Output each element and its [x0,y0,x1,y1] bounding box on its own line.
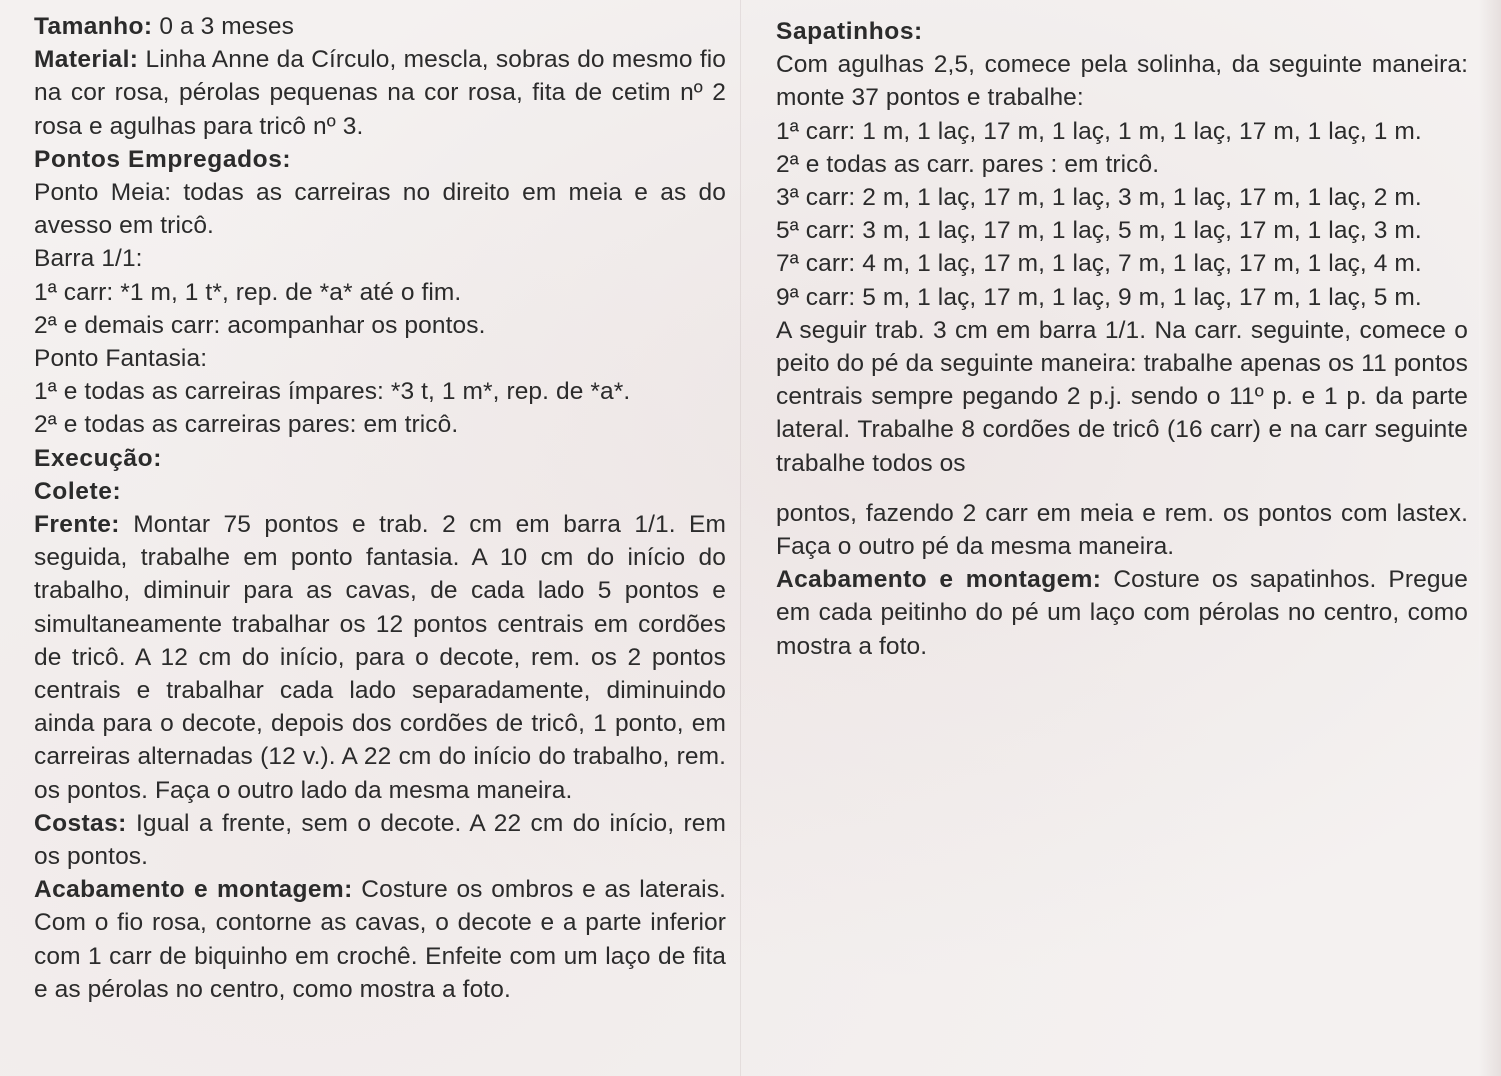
stitches-heading: Pontos Empregados: [34,145,292,173]
finishing-paragraph [34,873,726,1006]
size-label: Tamanho: [34,13,153,40]
barra-row-2: 2ª e demais carr: acompanhar os pontos. [34,311,486,339]
left-column [34,10,726,1006]
finishing-text: Costure os ombros e as laterais. Com o fio rosa, contorne as cavas, o decote e a parte inferior com 1 carr de biquinho em crochê. Enfeite com um laço de fita e as pérolas no centro, como mostra a foto. [34,876,726,1003]
page-edge-shadow [1479,0,1501,1076]
booties-row-5: 7ª carr: 4 m, 1 laç, 17 m, 1 laç, 7 m, 1 laç, 17 m, 1 laç, 4 m. [776,250,1422,278]
booties-row-3: 3ª carr: 2 m, 1 laç, 17 m, 1 laç, 3 m, 1 laç, 17 m, 1 laç, 2 m. [776,184,1422,212]
front-label: Frente: [34,511,120,539]
booties-instep-paragraph: A seguir trab. 3 cm em barra 1/1. Na carr. seguinte, comece o peito do pé da seguinte maneira: trabalhe apenas os 11 pontos centrais sempre pegando 2 p.j. sendo o 11º p. e 1 p. da parte lateral. Trabalhe 8 cordões de tricô (16 carr) e na carr seguinte trabalhe todos os [776,316,1468,477]
booties-continue-paragraph: pontos, fazendo 2 carr em meia e rem. os pontos com lastex. Faça o outro pé da mesma maneira. [776,499,1468,561]
material-text: Linha Anne da Círculo, mescla, sobras do mesmo fio na cor rosa, pérolas pequenas na cor rosa, fita de cetim nº 2 rosa e agulhas para tricô nº 3. [34,46,726,140]
booties-row-4: 5ª carr: 3 m, 1 laç, 17 m, 1 laç, 5 m, 1 laç, 17 m, 1 laç, 3 m. [776,217,1422,245]
scan-gap [776,480,1468,497]
fantasia-row-1: 1ª e todas as carreiras ímpares: *3 t, 1 m*, rep. de *a*. [34,378,631,406]
front-text: Montar 75 pontos e trab. 2 cm em barra 1/1. Em seguida, trabalhe em ponto fantasia. A 10 cm do início do trabalho, diminuir para as cavas, de cada lado 5 pontos e simultaneamente trabalhar os 12 pontos centrais em cordões de tricô. A 12 cm do início, para o decote, rem. os 2 pontos centrais e trabalhar cada lado separadamente, diminuindo ainda para o decote, depois dos cordões de tricô, 1 ponto, em carreiras alternadas (12 v.). A 22 cm do início do trabalho, rem. os pontos. Faça o outro lado da mesma maneira. [34,511,726,804]
material-label: Material: [34,46,139,74]
execution-heading: Execução: [34,444,162,472]
front-paragraph [34,508,726,807]
material-paragraph [34,43,726,143]
ponto-meia-paragraph: Ponto Meia: todas as carreiras no direito em meia e as do avesso em tricô. [34,179,726,240]
back-label: Costas: [34,809,127,837]
finishing-label: Acabamento e montagem: [34,876,353,904]
size-line [34,10,726,43]
booties-row-1: 1ª carr: 1 m, 1 laç, 17 m, 1 laç, 1 m, 1 laç, 17 m, 1 laç, 1 m. [776,117,1422,145]
booties-row-6: 9ª carr: 5 m, 1 laç, 17 m, 1 laç, 9 m, 1 laç, 17 m, 1 laç, 5 m. [776,283,1422,311]
size-value: 0 a 3 meses [152,13,294,40]
booties-row-2: 2ª e todas as carr. pares : em tricô. [776,150,1160,178]
booties-finishing-paragraph [776,563,1468,663]
booties-finishing-label: Acabamento e montagem: [776,566,1102,594]
booties-heading: Sapatinhos: [776,18,923,45]
booties-finishing-text: Costure os sapatinhos. Pregue em cada peitinho do pé um laço com pérolas no centro, como mostra a foto. [776,566,1468,660]
right-column [776,15,1468,663]
fantasia-title: Ponto Fantasia: [34,345,208,373]
vest-heading: Colete: [34,477,122,505]
barra-title: Barra 1/1: [34,245,143,273]
back-text: Igual a frente, sem o decote. A 22 cm do início, rem os pontos. [34,809,726,871]
back-paragraph [34,807,726,873]
booties-intro: Com agulhas 2,5, comece pela solinha, da seguinte maneira: monte 37 pontos e trabalhe: [776,51,1468,112]
column-divider [740,0,741,1076]
fantasia-row-2: 2ª e todas as carreiras pares: em tricô. [34,411,459,439]
barra-row-1: 1ª carr: *1 m, 1 t*, rep. de *a* até o fim. [34,278,462,306]
